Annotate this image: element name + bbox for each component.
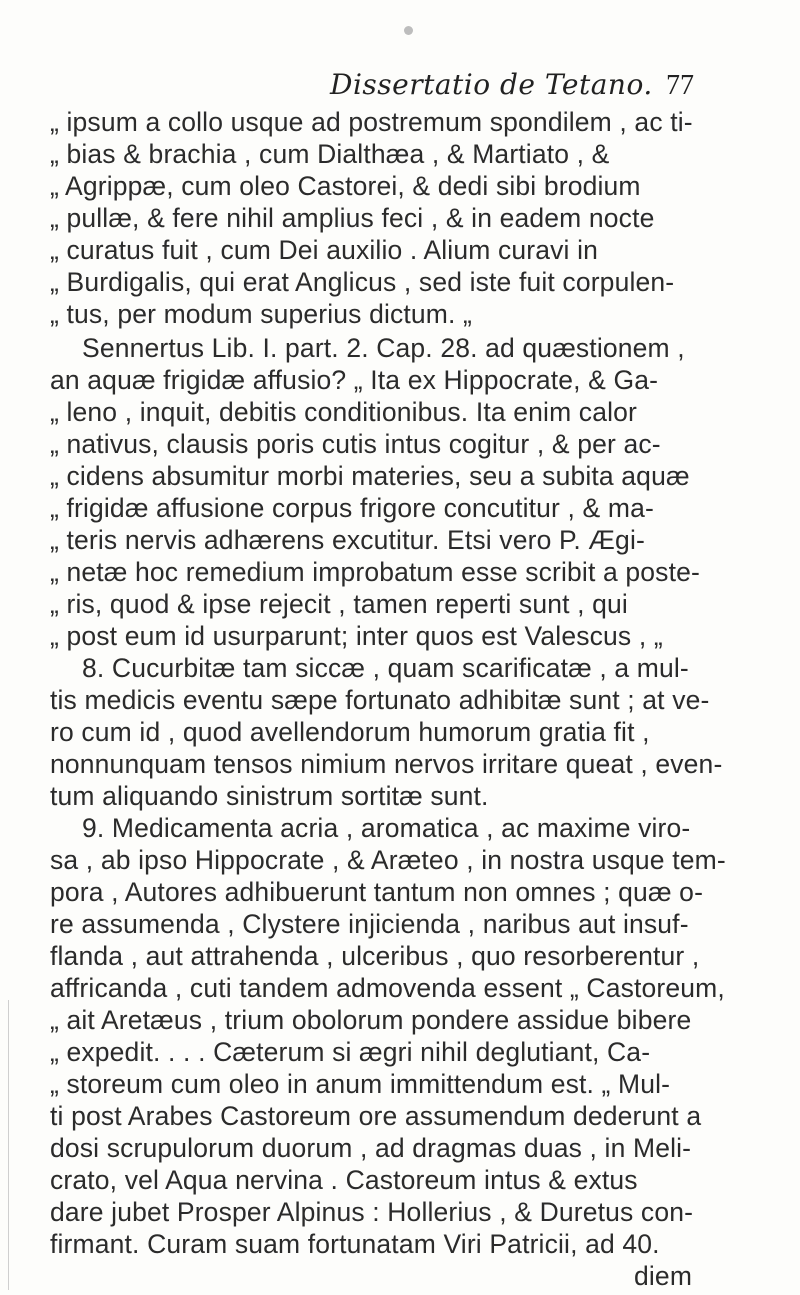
text-line: „ storeum cum oleo in anum immittendum est. „ Mul-: [50, 1069, 671, 1099]
page-number: 77: [666, 70, 694, 101]
text-line: „ nativus, clausis poris cutis intus cogitur , & per ac-: [50, 429, 661, 459]
text-line: „ Burdigalis, qui erat Anglicus , sed iste fuit corpulen-: [50, 267, 675, 297]
text-line: crato, vel Aqua nervina . Castoreum intus & extus: [50, 1165, 638, 1195]
text-line: „ cidens absumitur morbi materies, seu a subita aquæ: [50, 461, 690, 491]
text-line: affricanda , cuti tandem admovenda essent „ Castoreum,: [50, 973, 725, 1003]
text-line: flanda , aut attrahenda , ulceribus , quo resorberentur ,: [50, 941, 700, 971]
text-line: „ ait Aretæus , trium obolorum pondere assidue bibere: [50, 1005, 692, 1035]
text-line: „ frigidæ affusione corpus frigore concutitur , & ma-: [50, 493, 654, 523]
ink-speck: [404, 26, 413, 35]
text-line: tis medicis eventu sæpe fortunato adhibitæ sunt ; at ve-: [50, 685, 710, 715]
text-line: sa , ab ipso Hippocrate , & Aræteo , in nostra usque tem-: [50, 845, 726, 875]
text-line: dosi scrupulorum duorum , ad dragmas duas , in Meli-: [50, 1133, 692, 1163]
text-line: tum aliquando sinistrum sortitæ sunt.: [50, 781, 489, 811]
page-edge-line: [8, 1000, 9, 1290]
text-line: „ Agrippæ, cum oleo Castorei, & dedi sibi brodium: [50, 171, 641, 201]
catchword: diem: [634, 1261, 693, 1291]
text-line: an aquæ frigidæ affusio? „ Ita ex Hippocrate, & Ga-: [50, 365, 659, 395]
text-line: ti post Arabes Castoreum ore assumendum dederunt a: [50, 1101, 702, 1131]
text-line: firmant. Curam suam fortunatam Viri Patricii, ad 40.: [50, 1229, 660, 1259]
text-line: „ expedit. . . . Cæterum si ægri nihil deglutiant, Ca-: [50, 1037, 651, 1067]
text-line: „ ipsum a collo usque ad postremum spondilem , ac ti-: [50, 107, 693, 137]
running-title: Dissertatio de Tetano.: [330, 68, 653, 101]
text-line: 9. Medicamenta acria , aromatica , ac maxime viro-: [82, 813, 691, 843]
text-line: „ curatus fuit , cum Dei auxilio . Alium curavi in: [50, 235, 598, 265]
page-header: [0, 68, 800, 108]
text-line: „ netæ hoc remedium improbatum esse scribit a poste-: [50, 557, 700, 587]
text-line: „ leno , inquit, debitis conditionibus. Ita enim calor: [50, 397, 637, 427]
text-line: re assumenda , Clystere injicienda , naribus aut insuf-: [50, 909, 689, 939]
text-line: „ post eum id usurparunt; inter quos est Valescus , „: [50, 621, 663, 651]
text-line: nonnunquam tensos nimium nervos irritare queat , even-: [50, 749, 723, 779]
text-line: „ tus, per modum superius dictum. „: [50, 299, 473, 329]
text-line: „ ris, quod & ipse rejecit , tamen reperti sunt , qui: [50, 589, 628, 619]
text-line: pora , Autores adhibuerunt tantum non omnes ; quæ o-: [50, 877, 704, 907]
text-line: Sennertus Lib. I. part. 2. Cap. 28. ad quæstionem ,: [82, 333, 685, 363]
text-line: „ teris nervis adhærens excutitur. Etsi vero P. Ægi-: [50, 525, 645, 555]
text-line: „ bias & brachia , cum Dialthæa , & Martiato , &: [50, 139, 610, 169]
text-line: „ pullæ, & fere nihil amplius feci , & in eadem nocte: [50, 203, 655, 233]
text-line: dare jubet Prosper Alpinus : Hollerius , & Duretus con-: [50, 1197, 694, 1227]
text-line: 8. Cucurbitæ tam siccæ , quam scarificatæ , a mul-: [82, 653, 689, 683]
text-line: ro cum id , quod avellendorum humorum gratia fit ,: [50, 717, 650, 747]
